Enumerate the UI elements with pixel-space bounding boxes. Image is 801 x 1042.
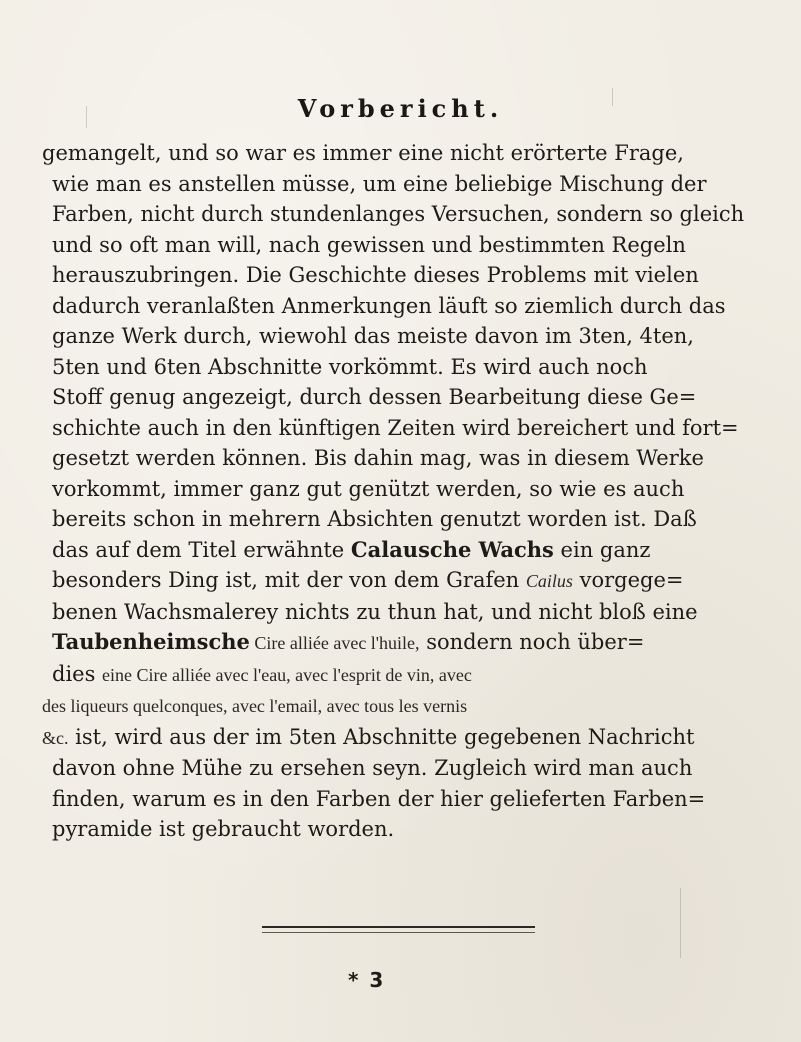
text-line: dadurch veranlaßten Anmerkungen läuft so ziemlich durch das — [52, 293, 726, 318]
text-run: dies — [52, 661, 103, 686]
paper-mark — [680, 888, 681, 958]
text-line — [42, 659, 764, 691]
latin-run: Cire alliée avec l'huile, — [249, 633, 420, 653]
latin-run: &c. — [42, 727, 69, 748]
text-line: finden, warum es in den Farben der hier gelieferten Farben= — [52, 786, 706, 811]
latin-run: eine Cire alliée avec l'eau, avec l'esprit de vin, avec — [102, 664, 472, 685]
text-line: davon ohne Mühe zu ersehen seyn. Zugleich wird man auch — [52, 756, 693, 780]
text-line — [42, 627, 764, 659]
text-run: ist, wird aus der im 5ten Abschnitte gegebenen Nachricht — [68, 724, 695, 749]
text-run: ein ganz — [553, 537, 651, 562]
text-line: herauszubringen. Die Geschichte dieses Problems mit vielen — [52, 263, 699, 287]
page-title: Vorbericht. — [297, 94, 504, 123]
text-line: schichte auch in den künftigen Zeiten wird bereichert und fort= — [52, 415, 739, 440]
text-line — [42, 565, 764, 597]
text-line: Farben, nicht durch stundenlanges Versuchen, sondern so gleich — [52, 202, 745, 226]
text-run: sondern noch über= — [419, 630, 645, 654]
text-line: wie man es anstellen müsse, um eine beliebige Mischung der — [52, 171, 707, 196]
text-line — [42, 690, 764, 722]
text-run: vorgege= — [572, 568, 684, 592]
text-run: besonders Ding ist, mit der von dem Grafen — [52, 568, 526, 592]
section-divider — [262, 926, 535, 933]
text-line: ganze Werk durch, wiewohl das meiste davon im 3ten, 4ten, — [52, 324, 694, 348]
body-paragraph — [42, 138, 764, 845]
text-line: gesetzt werden können. Bis dahin mag, was in diesem Werke — [52, 446, 704, 470]
text-run: das auf dem Titel erwähnte — [52, 537, 351, 562]
latin-run: des liqueurs quelconques, avec l'email, avec tous les vernis — [42, 696, 468, 716]
signature-mark: * 3 — [348, 968, 386, 992]
text-line: gemangelt, und so war es immer eine nicht erörterte Frage, — [42, 141, 684, 165]
text-line: Stoff genug angezeigt, durch dessen Bearbeitung diese Ge= — [52, 385, 697, 409]
text-line: und so oft man will, nach gewissen und bestimmten Regeln — [52, 232, 686, 257]
text-line: pyramide ist gebraucht worden. — [52, 817, 395, 841]
emphasis-run: Calausche Wachs — [350, 536, 554, 562]
text-line: benen Wachsmalerey nichts zu thun hat, und nicht bloß eine — [52, 599, 698, 624]
text-line: vorkommt, immer ganz gut genützt werden, so wie es auch — [52, 476, 685, 501]
text-line: 5ten und 6ten Abschnitte vorkömmt. Es wird auch noch — [52, 354, 648, 379]
emphasis-run: Taubenheimsche — [52, 629, 250, 654]
text-line: bereits schon in mehrern Absichten genutzt worden ist. Daß — [52, 507, 697, 531]
text-line — [42, 535, 764, 566]
latin-run: Cailus — [525, 571, 573, 591]
text-line — [42, 722, 764, 754]
